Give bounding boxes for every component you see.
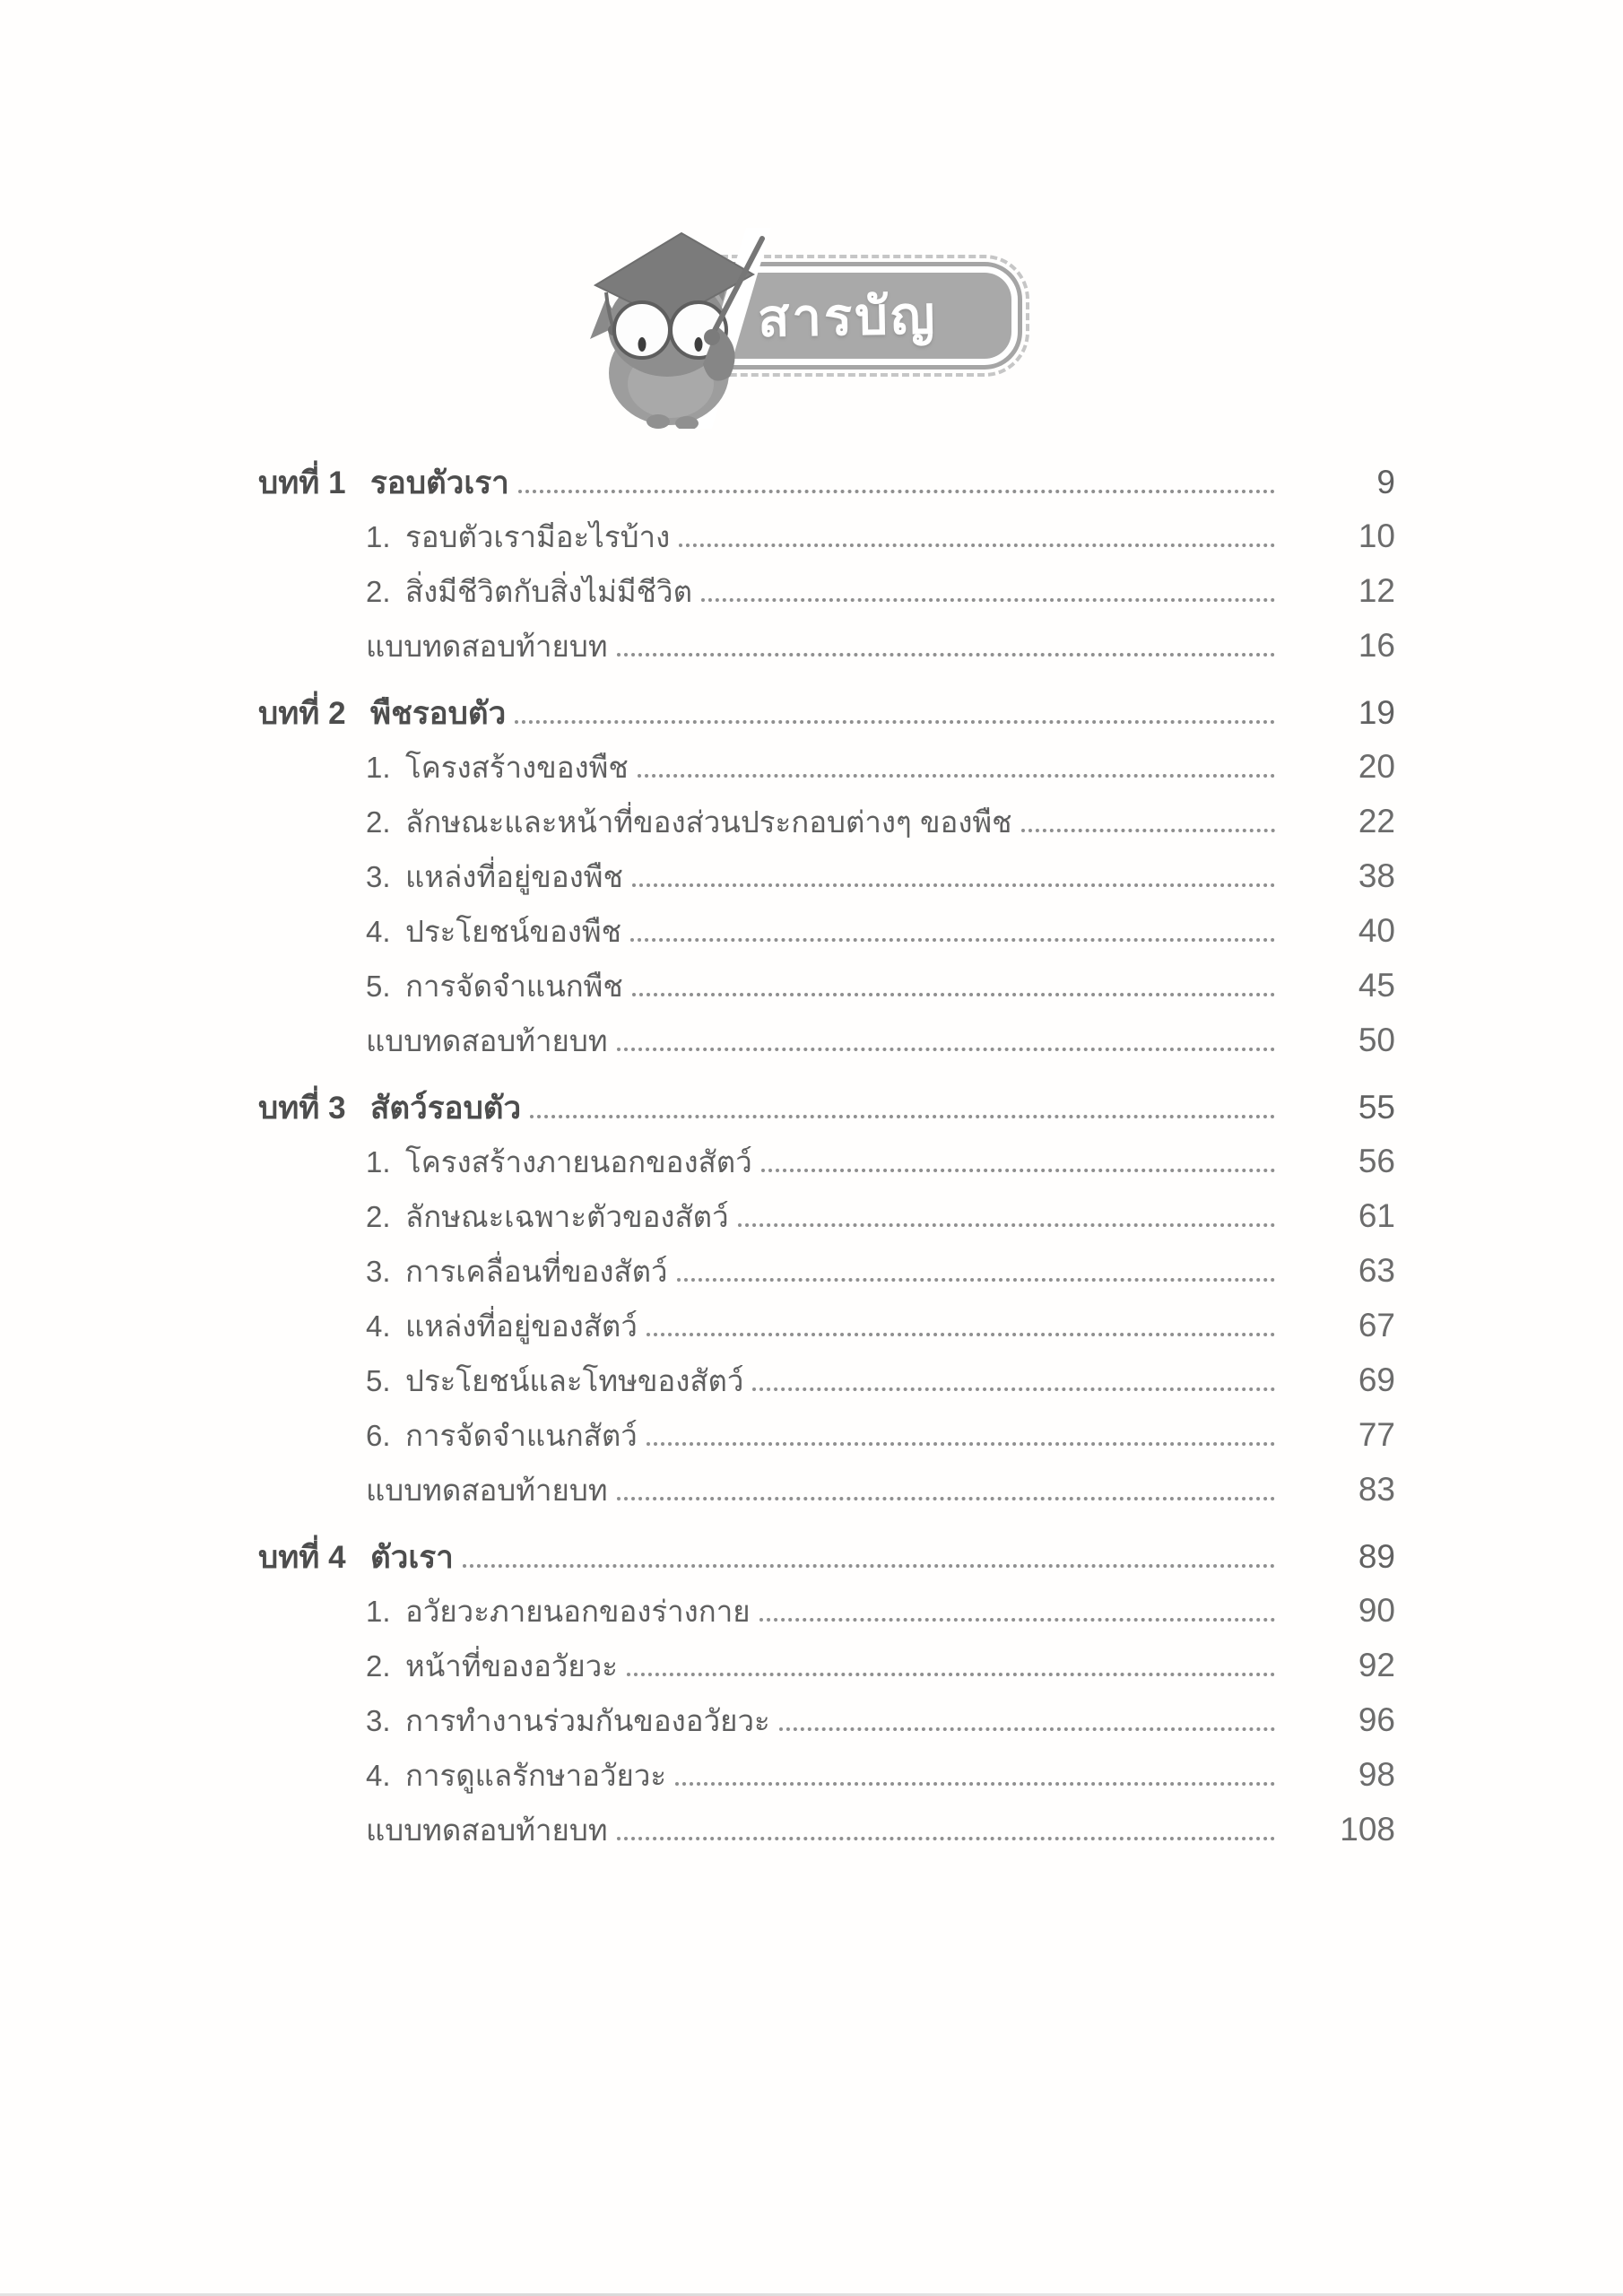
toc-item-row (258, 1309, 1395, 1343)
dot-leader (630, 938, 1275, 942)
dot-leader (675, 1782, 1275, 1786)
dot-leader (1021, 829, 1275, 832)
item-number: 2. (366, 805, 391, 839)
toc-list (258, 466, 1395, 1868)
item-title: รอบตัวเรามีอะไรบ้าง (405, 520, 671, 553)
chapter-title: ตัวเรา (370, 1540, 454, 1575)
page-number: 98 (1358, 1756, 1395, 1793)
dot-leader (701, 598, 1275, 602)
item-title: การดูแลรักษาอวัยวะ (405, 1759, 667, 1792)
item-title: การจัดจำแนกพืช (405, 970, 623, 1003)
item-title: การเคลื่อนที่ของสัตว์ (405, 1255, 668, 1288)
toc-item-row (258, 1145, 1395, 1178)
item-title: แบบทดสอบท้ายบท (366, 1813, 608, 1847)
item-title: สิ่งมีชีวิตกับสิ่งไม่มีชีวิต (405, 575, 693, 608)
toc-item-row (258, 1813, 1395, 1847)
item-number: 3. (366, 860, 391, 893)
chapter-title: สัตว์รอบตัว (370, 1091, 522, 1126)
dot-leader (617, 1497, 1275, 1500)
item-number: 2. (366, 1200, 391, 1233)
dot-leader (515, 720, 1275, 724)
dot-leader (530, 1115, 1275, 1118)
page-number: 77 (1358, 1416, 1395, 1453)
page-number: 55 (1358, 1089, 1395, 1126)
page-number: 45 (1358, 967, 1395, 1004)
dot-leader (738, 1223, 1275, 1227)
item-number: 5. (366, 970, 391, 1003)
toc-item-row (258, 1592, 1395, 1629)
dot-leader (761, 1169, 1275, 1172)
item-number: 4. (366, 1759, 391, 1792)
dot-leader (617, 1048, 1275, 1051)
page-number: 19 (1358, 694, 1395, 731)
page-number: 89 (1358, 1538, 1395, 1575)
item-title: ประโยชน์และโทษของสัตว์ (405, 1364, 744, 1397)
item-title: การทำงานร่วมกันของอวัยวะ (405, 1704, 770, 1737)
toc-item-row (258, 1649, 1395, 1683)
page-number: 22 (1358, 803, 1395, 839)
item-title: แบบทดสอบท้ายบท (366, 1024, 608, 1057)
toc-item-row (258, 517, 1395, 554)
item-title: โครงสร้างของพืช (405, 751, 629, 784)
item-title: แบบทดสอบท้ายบท (366, 630, 608, 663)
page-number: 61 (1358, 1197, 1395, 1234)
toc-chapter-row (258, 1091, 1395, 1126)
item-number: 1. (366, 751, 391, 784)
toc-item-row (258, 1471, 1395, 1508)
dot-leader (638, 774, 1275, 778)
dot-leader (759, 1618, 1275, 1622)
page-number: 90 (1358, 1592, 1395, 1629)
toc-item-row (258, 1416, 1395, 1453)
chapter-title: รอบตัวเรา (370, 465, 509, 500)
dot-leader (752, 1387, 1275, 1391)
item-number: 6. (366, 1419, 391, 1452)
chapter-label: บทที่ 1 (258, 465, 346, 500)
item-number: 5. (366, 1364, 391, 1397)
dot-leader (679, 544, 1275, 547)
chapter-label: บทที่ 4 (258, 1540, 346, 1575)
item-title: โครงสร้างภายนอกของสัตว์ (405, 1145, 752, 1178)
page-number: 96 (1358, 1701, 1395, 1738)
item-title: แหล่งที่อยู่ของสัตว์ (405, 1309, 638, 1343)
item-number: 2. (366, 575, 391, 608)
toc-item-row (258, 1197, 1395, 1234)
dot-leader (632, 993, 1275, 996)
dot-leader (779, 1727, 1275, 1731)
toc-item-row (258, 1024, 1395, 1057)
page-number: 69 (1358, 1361, 1395, 1398)
dot-leader (632, 883, 1275, 887)
toc-item-row (258, 805, 1395, 839)
item-title: ลักษณะเฉพาะตัวของสัตว์ (405, 1200, 729, 1233)
toc-item-row (258, 1252, 1395, 1289)
item-number: 3. (366, 1704, 391, 1737)
page-number: 9 (1376, 464, 1395, 500)
item-title: การจัดจำแนกสัตว์ (405, 1419, 638, 1452)
toc-item-row (258, 857, 1395, 894)
page-number: 83 (1358, 1471, 1395, 1508)
item-title: หน้าที่ของอวัยวะ (405, 1649, 619, 1683)
toc-chapter-row (258, 1538, 1395, 1575)
item-title: แหล่งที่อยู่ของพืช (405, 860, 623, 893)
page-number: 50 (1358, 1022, 1395, 1058)
owl-graduate-icon (576, 221, 793, 429)
item-number: 1. (366, 1145, 391, 1178)
toc-item-row (258, 572, 1395, 609)
page-number: 20 (1358, 748, 1395, 785)
dot-leader (617, 653, 1275, 657)
toc-item-row (258, 1756, 1395, 1793)
toc-item-row (258, 1701, 1395, 1738)
toc-item-row (258, 1361, 1395, 1398)
toc-chapter-row (258, 694, 1395, 731)
toc-chapter-row (258, 466, 1395, 500)
page-number: 38 (1358, 857, 1395, 894)
chapter-label: บทที่ 3 (258, 1091, 346, 1126)
toc-item-row (258, 627, 1395, 664)
chapter-label: บทที่ 2 (258, 696, 346, 731)
page-number: 56 (1358, 1143, 1395, 1179)
item-title: แบบทดสอบท้ายบท (366, 1474, 608, 1507)
item-title: อวัยวะภายนอกของร่างกาย (405, 1595, 751, 1628)
dot-leader (677, 1278, 1275, 1282)
badge-title: สารบัญ (757, 285, 938, 348)
toc-item-row (258, 912, 1395, 949)
item-title: ประโยชน์ของพืช (405, 915, 622, 948)
dot-leader (518, 490, 1275, 493)
dot-leader (617, 1837, 1275, 1840)
page-number: 67 (1358, 1307, 1395, 1344)
item-title: ลักษณะและหน้าที่ของส่วนประกอบต่างๆ ของพืช (405, 805, 1012, 839)
dot-leader (627, 1673, 1275, 1676)
item-number: 4. (366, 1309, 391, 1343)
item-number: 1. (366, 520, 391, 553)
item-number: 2. (366, 1649, 391, 1683)
item-number: 4. (366, 915, 391, 948)
toc-item-row (258, 967, 1395, 1004)
page-number: 108 (1340, 1811, 1395, 1848)
page-number: 40 (1358, 912, 1395, 949)
page-number: 10 (1358, 517, 1395, 554)
page-number: 92 (1358, 1647, 1395, 1683)
item-number: 3. (366, 1255, 391, 1288)
dot-leader (647, 1442, 1275, 1446)
item-number: 1. (366, 1595, 391, 1628)
dot-leader (647, 1333, 1275, 1336)
page-number: 12 (1358, 572, 1395, 609)
page-number: 16 (1358, 627, 1395, 664)
page-number: 63 (1358, 1252, 1395, 1289)
dot-leader (463, 1564, 1275, 1568)
toc-item-row (258, 748, 1395, 785)
chapter-title: พืชรอบตัว (370, 696, 507, 731)
